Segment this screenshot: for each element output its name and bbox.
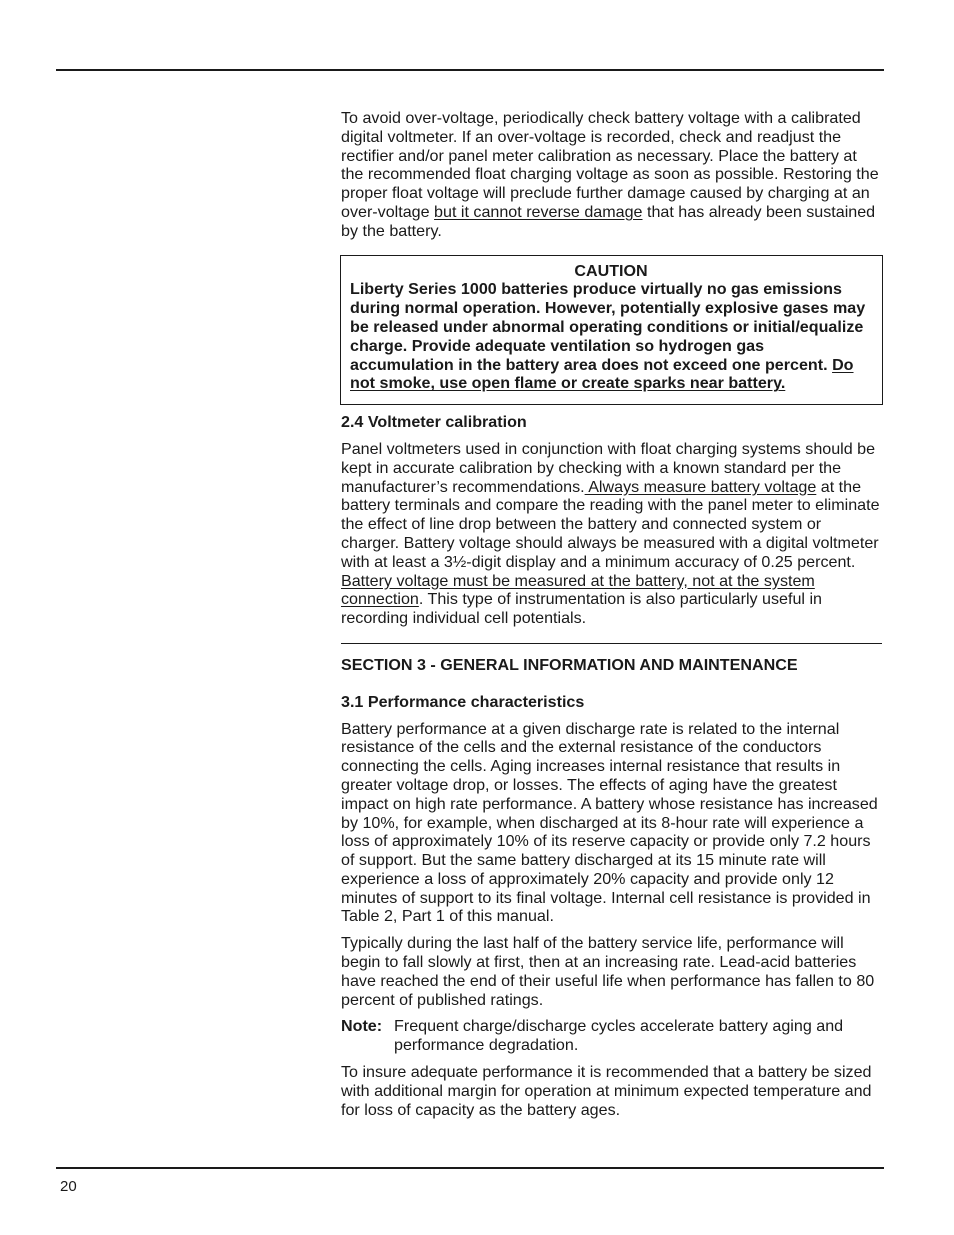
- voltmeter-underline-1: Always measure battery voltage: [584, 477, 817, 496]
- service-life-paragraph: Typically during the last half of the battery service life, performance will begin to fall slowly at first, then at an increasing rate. Lead-acid batteries have reached the end of their useful life when performance has fallen to 80 percent of published ratings.: [341, 934, 875, 1009]
- header-rule: [56, 69, 884, 71]
- caution-body: Liberty Series 1000 batteries produce virtually no gas emissions during normal operation. However, potentially explosive gases may be released under abnormal operating conditions or initial/equalize charge. Provide adequate ventilation so hydrogen gas accumulation in the battery area does not exceed one percent.: [350, 280, 866, 374]
- note-label: Note:: [341, 1017, 383, 1036]
- footer-rule: [56, 1167, 884, 1169]
- note-text: Frequent charge/discharge cycles accelerate battery aging and performance degradation.: [394, 1017, 844, 1055]
- main-column: [341, 109, 883, 1119]
- voltmeter-heading: 2.4 Voltmeter calibration: [341, 413, 527, 432]
- voltmeter-underline-2: Battery voltage must be measured at the battery, not at the system connection: [341, 571, 815, 609]
- overvoltage-underline: but it cannot reverse damage: [434, 202, 643, 221]
- overvoltage-text-2: that has already been sustained by the battery.: [341, 202, 876, 240]
- page-number: 20: [60, 1178, 77, 1195]
- performance-heading: 3.1 Performance characteristics: [341, 692, 585, 711]
- voltmeter-text-1: Panel voltmeters used in conjunction with float charging systems should be kept in accurate calibration by checking with a known standard per the manufacturer’s recommendations.: [341, 439, 876, 496]
- section-3-heading: SECTION 3 - GENERAL INFORMATION AND MAINTENANCE: [341, 655, 798, 674]
- voltmeter-text-3: . This type of instrumentation is also particularly useful in recording individual cell potentials.: [341, 590, 822, 628]
- sizing-paragraph: To insure adequate performance it is recommended that a battery be sized with additional margin for operation at minimum expected temperature and for loss of capacity as the battery ages.: [341, 1063, 872, 1119]
- note-block: [341, 1017, 883, 1055]
- overvoltage-text-1: To avoid over-voltage, periodically check battery voltage with a calibrated digital voltmeter. If an over-voltage is recorded, check and readjust the rectifier and/or panel meter calibration as necessary. Place the battery at the recommended float charging voltage as soon as possible. Restoring the proper float voltage will preclude further damage caused by charging at an over-voltage: [341, 109, 879, 221]
- caution-warning-underline: Do not smoke, use open flame or create sparks near battery.: [350, 355, 854, 393]
- section-divider: [341, 643, 882, 644]
- voltmeter-text-2: at the battery terminals and compare the reading with the panel meter to eliminate the effect of line drop between the battery and connected system or charger. Battery voltage should always be measured with a digital voltmeter with at least a 3½-digit display and a minimum accuracy of 0.25 percent.: [341, 477, 880, 571]
- overvoltage-paragraph: [341, 109, 883, 241]
- caution-box: [340, 255, 883, 406]
- voltmeter-paragraph: [341, 440, 883, 628]
- performance-paragraph: Battery performance at a given discharge rate is related to the internal resistance of the cells and the external resistance of the conductors connecting the cells. Aging increases internal resistance that results in greater voltage drop, or losses. The effects of aging have the greatest impact on high rate performance. A battery whose resistance has increased by 10%, for example, when discharged at its 8-hour rate will experience a loss of approximately 10% of its reserve capacity or provide only 7.2 hours of support. But the same battery discharged at its 15 minute rate will experience a loss of approximately 20% capacity and provide only 12 minutes of support to its final voltage. Internal cell resistance is provided in Table 2, Part 1 of this manual.: [341, 719, 878, 926]
- caution-title: CAUTION: [574, 261, 648, 280]
